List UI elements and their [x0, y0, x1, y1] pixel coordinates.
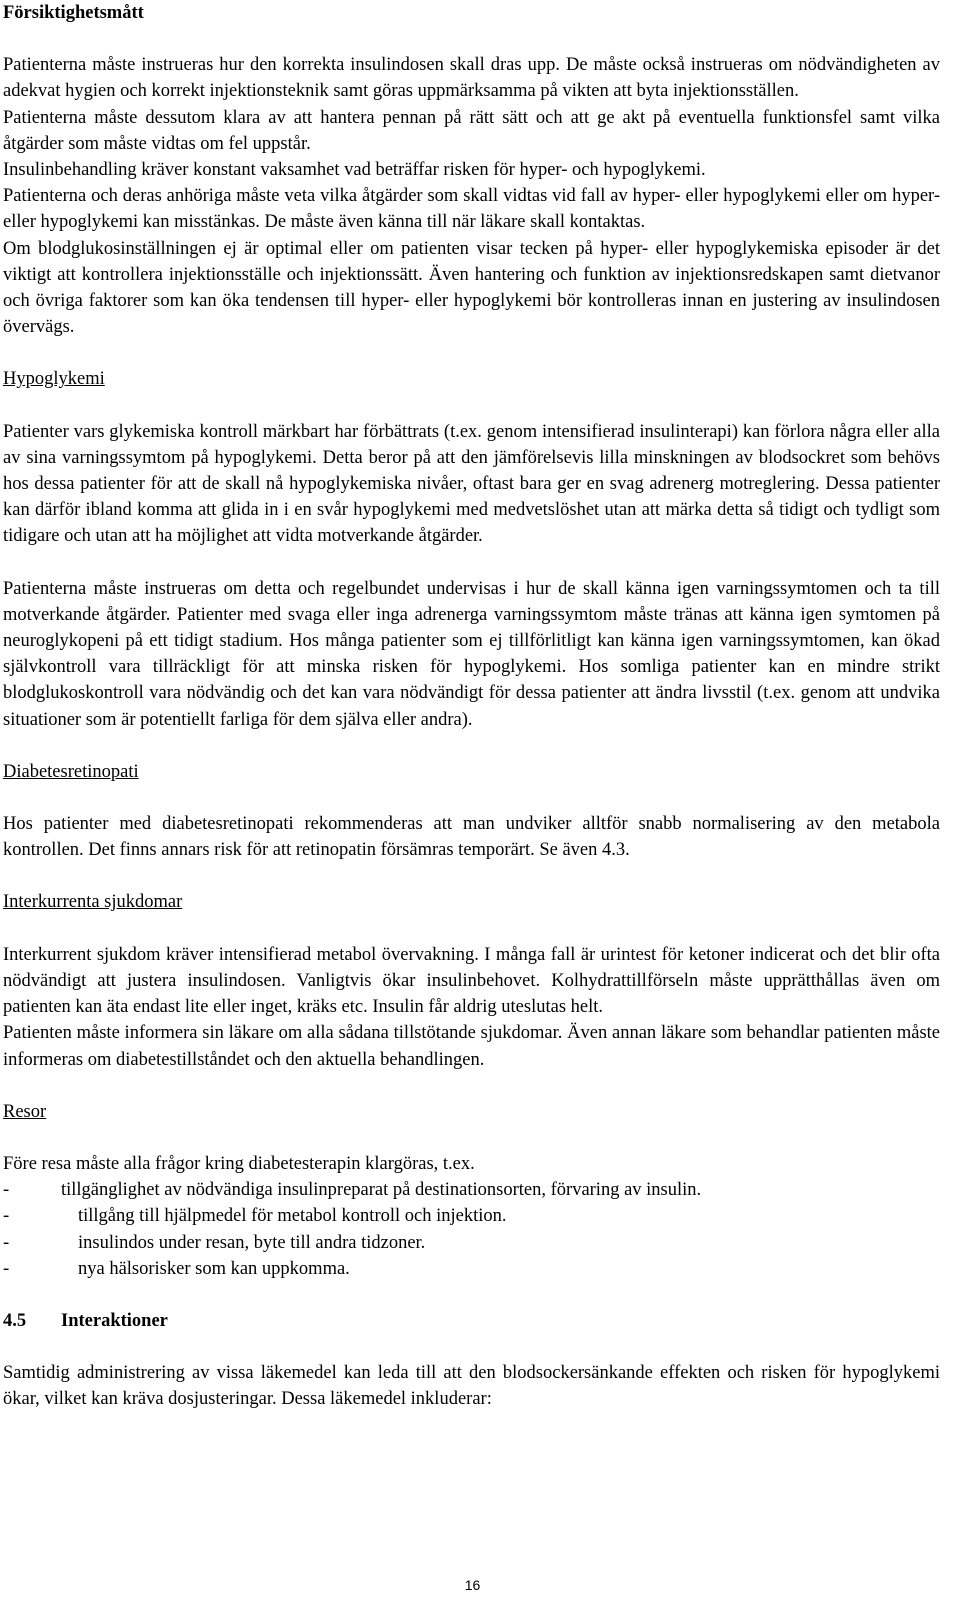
paragraph-blodglukos: Om blodglukosinställningen ej är optimal eller om patienten visar tecken på hyper- eller hypoglykemiska episoder är det viktigt att kontrollera injektionsställe och injektionssätt. Även hantering och funktion av injektionsredskapen samt dietvanor och övriga faktorer som kan öka tendensen till hyper- eller hypoglykemi bör kontrolleras innan en justering av insulindosen övervägs.: [3, 238, 940, 338]
list-item-text: insulindos under resan, byte till andra tidzoner.: [78, 1232, 426, 1253]
bullet-dash: -: [3, 1232, 10, 1253]
paragraph-informera-lakare: Patienten måste informera sin läkare om alla sådana tillstötande sjukdomar. Även annan läkare som behandlar patienten måste informeras om diabetestillståndet och den aktuella behandlingen.: [3, 1023, 940, 1070]
heading-interkurrenta-sjukdomar: Interkurrenta sjukdomar: [3, 892, 183, 913]
list-item-text: nya hälsorisker som kan uppkomma.: [78, 1258, 350, 1279]
bullet-dash: -: [3, 1206, 10, 1227]
section-heading: [3, 1308, 940, 1334]
list-item: [3, 1177, 940, 1203]
heading-forsiktighetsmatt: Försiktighetsmått: [3, 3, 144, 23]
paragraph-instruktion: Patienterna måste instrueras hur den korrekta insulindosen skall dras upp. De måste också instrueras om nödvändigheten av adekvat hygien och korrekt injektionsteknik samt göras uppmärksamma på vikten att byta injektionsställen.: [3, 55, 940, 102]
heading-resor: Resor: [3, 1101, 47, 1122]
paragraph-varningssymtom: Patienterna måste instrueras om detta och regelbundet undervisas i hur de skall känna igen varningssymtomen och ta till motverkande åtgärder. Patienter med svaga eller inga adrenerga varningssymtom måste tränas att känna igen symtomen på neuroglykopeni på ett tidigt stadium. Hos många patienter som ej tillförlitligt kan känna igen varningssymtomen, kan ökad självkontroll vara tillräckligt för att minska risken för hypoglykemi. Hos somliga patienter kan en mindre strikt blodglukoskontroll vara nödvändig och det kan vara nödvändigt för dessa patienter att ändra livsstil (t.ex. genom att undvika situationer som är potentiellt farliga för dem själva eller andra).: [3, 578, 940, 730]
paragraph-anhoriga: Patienterna och deras anhöriga måste veta vilka åtgärder som skall vidtas vid fall av hyper- eller hypoglykemi eller om hyper- eller hypoglykemi kan misstänkas. De måste även känna till när läkare skall kontaktas.: [3, 186, 940, 233]
paragraph-vaksamhet: Insulinbehandling kräver konstant vaksamhet vad beträffar risken för hyper- och hypoglykemi.: [3, 160, 706, 181]
document-body: [3, 0, 940, 1413]
list-item: [3, 1230, 940, 1256]
paragraph-retinopati: Hos patienter med diabetesretinopati rekommenderas att man undviker alltför snabb normalisering av den metabola kontrollen. Det finns annars risk för att retinopatin försämras temporärt. Se även 4.3.: [3, 814, 940, 861]
paragraph-fore-resa: Före resa måste alla frågor kring diabetesterapin klargöras, t.ex.: [3, 1153, 475, 1174]
list-item-text: tillgänglighet av nödvändiga insulinpreparat på destinationsorten, förvaring av insulin.: [61, 1180, 702, 1201]
list-item-text: tillgång till hjälpmedel för metabol kontroll och injektion.: [78, 1206, 507, 1227]
bullet-dash: -: [3, 1258, 10, 1279]
section-title: Interaktioner: [61, 1310, 168, 1331]
list-item: [3, 1203, 940, 1229]
page-number: 16: [464, 1577, 481, 1593]
bullet-dash: -: [3, 1180, 10, 1201]
section-number: 4.5: [3, 1310, 27, 1331]
list-item: [3, 1256, 940, 1282]
paragraph-pennan: Patienterna måste dessutom klara av att hantera pennan på rätt sätt och att ge akt på eventuella funktionsfel samt vilka åtgärder som måste vidtas om fel uppstår.: [3, 107, 940, 154]
heading-hypoglykemi: Hypoglykemi: [3, 369, 105, 390]
paragraph-interkurrent-sjukdom: Interkurrent sjukdom kräver intensifierad metabol övervakning. I många fall är urintest för ketoner indicerat och det blir ofta nödvändigt att justera insulindosen. Vanligtvis ökar insulinbehovet. Kolhydrattillförseln måste upprätthållas även om patienten kan äta endast lite eller inget, kräks etc. Insulin får aldrig uteslutas helt.: [3, 944, 940, 1018]
paragraph-glykemisk-kontroll: Patienter vars glykemiska kontroll märkbart har förbättrats (t.ex. genom intensifierad insulinterapi) kan förlora några eller alla av sina varningssymtom på hypoglykemi. Detta beror på att den jämförelsevis lilla minskningen av blodsockret som behövs hos dessa patienter för att de skall nå hypoglykemiska nivåer, oftast bara ger en svag adrenerg motreglering. Dessa patienter kan därför ibland komma att glida in i en svår hypoglykemi med medvetslöshet utan att märka detta så tidigt och tydligt som tidigare och utan att ha möjlighet att vidta motverkande åtgärder.: [3, 421, 940, 547]
heading-diabetesretinopati: Diabetesretinopati: [3, 761, 139, 782]
paragraph-interaktioner: Samtidig administrering av vissa läkemedel kan leda till att den blodsockersänkande effekten och risken för hypoglykemi ökar, vilket kan kräva dosjusteringar. Dessa läkemedel inkluderar:: [3, 1363, 940, 1410]
